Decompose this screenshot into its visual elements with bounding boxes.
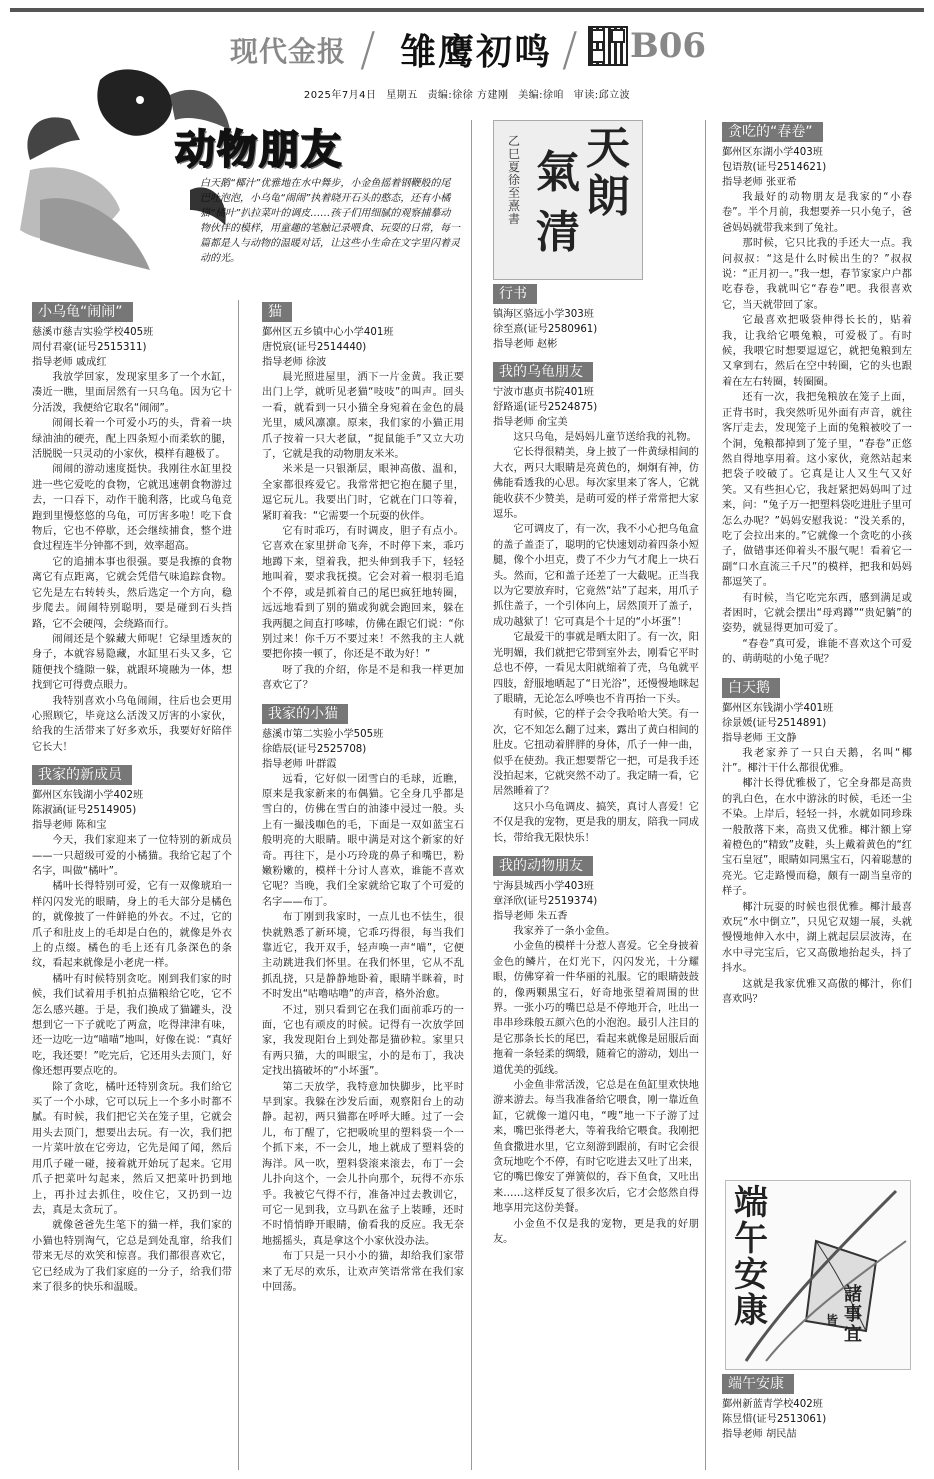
- paragraph: 小金鱼非常活泼，它总是在鱼缸里欢快地游来游去。每当我准备给它喂食，刚一靠近鱼缸，它就像一道闪电，“嗖”地一下子游了过来，嘴巴张得老大，等着我给它喂食。我刚把鱼食撒进水里，它立刻游到跟前，有时它会很贪玩地吃个不停，有时它吃进去又吐了出来，它的嘴巴像安了弹簧似的，吞下鱼食，又吐出来……这样反复了很多次后，它才会悠然自得地享用完这份美餐。: [493, 1080, 699, 1215]
- teacher: 指导老师 胡民喆: [722, 1429, 797, 1440]
- paragraph: 第二天放学，我特意加快脚步，比平时早到家。我躲在沙发后面，观察阳台上的动静。起初，两只猫都在呼呼大睡。过了一会儿，布丁醒了，它把吸吮里的塑料袋一个一个抓下来，不一会儿，地上就成了塑料袋的海洋。风一吹，塑料袋滚来滚去，布丁一会儿扑向这个，一会儿扑向那个，玩得不亦乐乎。我被它气得不行，准备冲过去教训它，可它一见到我，立马趴在盆子上装睡，还时不时悄悄睁开眼睛，偷看我的反应。我无奈地摇摇头，真是拿这个小家伙没办法。: [262, 1081, 464, 1247]
- author: 舒路遥(证号2524875): [493, 402, 598, 413]
- article-title: 我的乌龟朋友: [493, 362, 593, 382]
- byline: [493, 879, 699, 924]
- paragraph: 橘叶有时候特别贪吃。刚到我们家的时候，我们试着用手机拍点猫粮给它吃，它不怎么感兴趣。于是，我们换成了猫罐头，没想到它一下子就吃了两盒，吃得津津有味，还一边吃一边“喵喵”地叫，好像在说：“真好吃，我还要！”吃完后，它还用头去顶门，好像还想再要点吃的。: [32, 973, 232, 1078]
- school: 鄞州新蓝青学校402班: [722, 1399, 823, 1410]
- paragraph: 我家养了一条小金鱼。: [513, 925, 616, 937]
- author: 陈昱惜(证号2513061): [722, 1414, 827, 1425]
- paragraph: 它长得很精美，身上披了一件黄绿相间的大衣，两只大眼睛是亮黄色的，炯炯有神，仿佛能看透我的心思。每次家里来了客人，它就能收获不少赞美，是萌可爱的样子常常把大家逗乐。: [493, 447, 699, 521]
- editor-credit: 责编:徐徐 方建刚: [427, 90, 509, 101]
- dragon-boat-painting: [725, 1180, 911, 1370]
- paragraph: 椰汁长得优雅极了，它全身都是高贵的乳白色，在水中游泳的时候，毛还一尘不染。上岸后，轻轻一抖，水就如同珍珠一般散落下来，高贵又优雅。椰汁额上穿着橙色的“精致”皮鞋，头上戴着黄色的“红宝石皇冠”，眼睛如同黑宝石，闪着聪慧的亮光。它走路慢而稳，颇有一副当皇帝的样子。: [722, 778, 912, 898]
- painting-side-text: 諸事宜: [844, 1284, 862, 1345]
- school: 慈溪市慈吉实验学校405班: [32, 327, 154, 338]
- painting-title: 端午安康: [734, 1183, 768, 1331]
- calligraphy-char: 天: [586, 123, 630, 174]
- byline: [262, 727, 464, 772]
- school: 镇海区骆远小学303班: [493, 309, 594, 320]
- paragraph: 有时候，当它吃完东西，感到满足或者困时，它就会摆出“母鸡蹲”“贵妃躺”的姿势，就显得更加可爱了。: [722, 592, 912, 635]
- paragraph: 小金鱼不仅是我的宠物，更是我的好朋友。: [493, 1218, 699, 1246]
- paragraph: 闹闹的游动速度挺快。我刚往水缸里投进一些它爱吃的食物，它就迅速朝食物游过去，一口吞下，动作干脆利落，比或乌龟竞跑到里慢悠悠的乌龟，可厉害多啦！吃下食物后，它也不停歇，还会继续捕食，整个进食过程连半分钟都不到，效率超高。: [32, 464, 232, 553]
- article-title: 我家的新成员: [32, 765, 132, 785]
- column-3: [493, 282, 699, 1248]
- issue-weekday: 星期五: [386, 90, 418, 101]
- teacher: 指导老师 俞宝美: [493, 417, 568, 428]
- paragraph: 这只乌龟，是妈妈儿童节送给我的礼物。: [513, 432, 697, 443]
- issue-date: 2025年7月4日: [303, 90, 377, 101]
- byline: [493, 307, 699, 352]
- column-divider: [705, 120, 706, 1470]
- painting-small-text: 皆: [826, 1313, 839, 1327]
- calligraphy-char: 朗: [586, 171, 630, 222]
- author: 章泽欣(证号2519374): [493, 895, 598, 907]
- author: 唐悦宸(证号2514440): [262, 342, 367, 353]
- byline: [32, 325, 232, 370]
- paragraph: 除了贪吃，橘叶还特别贪玩。我们给它买了一个小球，它可以玩上一个多小时都不腻。有时候，我们把它关在笼子里，它就会用头去顶门，想要出去玩。有一次，我们把一片菜叶放在它旁边，它先是闻了闻，然后用爪子碰一碰，接着就开始玩了起来。它用爪子把菜叶勾起来，然后又把菜叶扔到地上，再扑过去抓住，咬住它，又扔到一边去，真是太贪玩了。: [32, 1081, 232, 1216]
- slash-divider: /: [360, 22, 376, 76]
- paragraph: 还有一次，我把兔粮放在笼子上面，正背书时，我突然听见外面有声音，就往客厅走去，发现笼子上面的兔粮被咬了一个洞，兔粮都掉到了笼子里，“春卷”正悠然自得地享用着。这小家伙，竟然站起来把袋子咬破了。它真是让人又生气又好笑。又有些担心它，我赶紧把妈妈叫了过来，问：“兔子万一把塑料袋吃进肚子里可怎么办呢？”妈妈安慰我说：“没关系的，吃了会拉出来的。”它就像一个贪吃的小孩子，做错事还仰着头不服气呢！看着它一副“口水直流三千尺”的模样，把我和妈妈都逗笑了。: [722, 392, 912, 589]
- paragraph: 我特别喜欢小乌龟闹闹，往后也会更用心照顾它，毕竟这么活泼又厉害的小家伙，给我的生活带来了好多欢乐，我要好好陪伴它长大！: [32, 695, 232, 753]
- byline: [262, 325, 464, 370]
- byline: [722, 1397, 912, 1442]
- column-4: [722, 120, 912, 1008]
- paragraph: 不过，别只看到它在我们面前乖巧的一面，它也有顽皮的时候。记得有一次放学回家，我发现阳台上到处都是猫砂粒。家里只有两只猫，大的叫眼宝，小的是布丁，我决定找出搞破坏的“小坏蛋”。: [262, 1004, 464, 1078]
- byline: [493, 385, 699, 430]
- paragraph: 它的追捕本事也很强。要是我擦的食物离它有点距离，它就会凭借气味追踪食物。它先是左右转转头，然后选定一个方向，稳步爬去。闹闹特别聪明，要是碰到石头挡路，它不会硬闯，会绕路而行。: [32, 556, 232, 630]
- paragraph: 它最爱干的事就是晒太阳了。有一次，阳光明媚，我们就把它带到室外去，刚看它平时总也不停，一看见太阳就缩着了壳，乌龟就平四肢，舒服地晒起了“日光浴”，还慢慢地眯起了眼睛，无论怎么呼唤也不肯再抬一下头。: [493, 632, 699, 705]
- calligraphy-char: 清: [536, 207, 580, 258]
- column-1: [32, 300, 232, 1295]
- byline: [722, 145, 912, 190]
- article-title: 贪吃的“春卷”: [722, 122, 823, 142]
- paragraph: 呀了我的介绍，你是不是和我一样更加喜欢它了？: [262, 664, 464, 692]
- author: 徐至熹(证号2580961): [493, 324, 598, 335]
- author: 包语敖(证号2514621): [722, 162, 827, 173]
- school: 鄞州区五乡镇中心小学401班: [262, 327, 394, 338]
- paragraph: 橘叶长得特别可爱，它有一双像琥珀一样闪闪发光的眼睛，身上的毛大部分是橘色的，就像披了一件鲜艳的外衣。不过，它的爪子和肚皮上的毛却是白色的，就像是外衣上的点缀。橘色的毛上还有几条深色的条纹，看起来就像是小老虎一样。: [32, 881, 232, 970]
- article-title: 行书: [493, 284, 537, 304]
- author: 徐皓辰(证号2525708): [262, 743, 367, 755]
- paragraph: 就像爸爸先生笔下的猫一样，我们家的小猫也特别淘气，它总是到处乱窜，给我们带来无尽的欢笑和惊喜。我们都很喜欢它，它已经成为了我们家庭的一分子，给我们带来了很多的快乐和温暖。: [32, 1220, 232, 1293]
- school: 宁波市惠贞书院401班: [493, 387, 594, 398]
- column-4-bottom: [722, 1372, 912, 1442]
- paragraph: 它可调皮了，有一次，我不小心把乌龟盒的盖子盖歪了，聪明的它快速划动着四条小短腿，像个小坦克，费了不少力气才爬上一块石头。然而，它和盖子还差了一大截呢。正当我以为它要放弃时，它竟然“站”了起来，用爪子抓住盖子，一个引体向上，居然顶开了盖子，成功越狱了！它可真是个十足的“小坏蛋”！: [493, 524, 699, 628]
- author: 周付君豪(证号2515311): [32, 342, 147, 353]
- calligraphy-inscription: 乙巳夏 徐至熹書: [508, 134, 521, 226]
- paragraph: 这只小乌龟调皮、搞笑，真讨人喜爱！它不仅是我的宠物，更是我的朋友，陪我一同成长，带给我无限快乐！: [493, 801, 699, 844]
- paragraph: 闹闹还是个躲藏大师呢！它绿里透灰的身子，本就容易隐藏，水缸里石头又多，它随便找个缝隙一躲，就跟环境融为一体，想找到它可得费点眼力。: [32, 633, 232, 692]
- article-title: 我的动物朋友: [493, 856, 593, 876]
- teacher: 指导老师 王文静: [722, 732, 797, 744]
- calligraphy-char: 氣: [536, 147, 580, 198]
- teacher: 指导老师 陈和宝: [32, 820, 107, 832]
- teacher: 指导老师 戚成红: [32, 357, 107, 368]
- proof-credit: 审读:邱立波: [573, 90, 631, 101]
- paragraph: 有时候，它的样子会令我哈哈大笑。有一次，它不知怎么翻了过来，露出了黄白相间的肚皮。它扭动着胖胖的身体，爪子一伸一曲，似乎在使劲。我正想要帮它一把，可是我手还没拍起来，它就突然不动了。我定睛一看，它居然睡着了？: [493, 709, 699, 798]
- paper-name: 现代金报: [230, 35, 347, 68]
- column-divider: [471, 120, 472, 1470]
- teacher: 指导老师 朱五香: [493, 910, 568, 922]
- byline: [722, 701, 912, 746]
- art-credit: 美编:徐咱: [518, 90, 565, 101]
- masthead: [220, 22, 707, 82]
- paragraph: 它最喜欢把吸袋伸得长长的，贴着我，让我给它喂兔粮，可爱极了。有时候，我喂它时想要逗逗它，就把兔粮到左又拿到右，然后在空中转圈，它的头也跟着在左右转圈，转圈圈。: [722, 315, 912, 388]
- top-rule: [10, 8, 924, 12]
- paragraph: 布丁刚到我家时，一点儿也不怯生，很快就熟悉了新环境，它乖巧得很，每当我们靠近它，我开双手，轻声唤一声“喵”，它便主动跳进我们怀里。在我们怀里，它从不乱抓乱挠，只是静静地卧着，眼睛半眯着，时不时发出“咕噜咕噜”的声音，格外治愈。: [262, 912, 464, 1001]
- school: 鄞州区东湖小学403班: [722, 147, 823, 158]
- column-2: [262, 300, 464, 1295]
- author: 陈淑涵(证号2514905): [32, 805, 137, 817]
- qr-code-icon[interactable]: [588, 26, 628, 66]
- article-title: 我家的小猫: [262, 704, 348, 724]
- paragraph: 布丁只是一只小小的猫，却给我们家带来了无尽的欢乐，让欢声笑语常常在我们家中回荡。: [262, 1251, 464, 1293]
- calligraphy-artwork: [493, 120, 643, 280]
- feature-title: 动物朋友: [175, 126, 343, 173]
- page-number: B06: [630, 26, 707, 66]
- teacher: 指导老师 张亚希: [722, 177, 797, 188]
- author: 徐景媛(证号2514891): [722, 717, 827, 729]
- article-title: 猫: [262, 302, 292, 322]
- byline: [32, 788, 232, 833]
- paragraph: 米米是一只银渐层，眼神高傲、温和，全家都很疼爱它。我常常把它抱在腿子里，逗它玩儿。我要出门时，它就在门口等着，紧盯着我：“它需要一个玩耍的伙伴。: [262, 464, 464, 522]
- paragraph: 我老家养了一只白天鹅，名叫“椰汁”。椰汁干什么都很优雅。: [722, 747, 912, 774]
- paragraph: 小金鱼的模样十分惹人喜爱。它全身披着金色的鳞片，在灯光下，闪闪发光，十分耀眼，仿佛穿着一件华丽的礼服。它的眼睛鼓鼓的，像两颗黑宝石，好奇地张望着周围的世界。一张小巧的嘴巴总是不停地开合，吐出一串串珍珠般五颜六色的小泡泡。最引人注目的是它那条长长的尾巴，看起来就像是屈服后面拖着一条轻柔的绸缎，随着它的游动，划出一道优美的弧线。: [493, 941, 699, 1076]
- school: 鄞州区东钱湖小学401班: [722, 702, 834, 714]
- school: 宁海县城西小学403班: [493, 880, 594, 892]
- teacher: 指导老师 叶群霞: [262, 758, 337, 770]
- paragraph: 它有时乖巧，有时调皮，胆子有点小。它喜欢在家里拼命飞奔，不时停下来，乖巧地蹲下来，望着我，把头伸到我手下，轻轻地叫着，要求我抚摸。它会对着一根羽毛追个不停，或是抓着自己的尾巴疯狂地转圈，远远地看到了别的猫或狗就会跑回来，躲在我两腿之间直打哆嗦，仿佛在跟它们说：“你别过来！你千万不要过来！不然我的主人就要把你揍一顿了，你还是不敢为好！”: [262, 526, 464, 661]
- paragraph: “春卷”真可爱，谁能不喜欢这个可爱的、萌萌哒的小兔子呢？: [722, 638, 912, 666]
- slash-divider: /: [562, 22, 578, 76]
- column-divider: [238, 300, 239, 1470]
- paragraph: 闹闹长着一个可爱小巧的头，背着一块绿油油的硬壳，配上四条短小而柔软的腿，活脱脱一只灵动的小家伙，模样有趣极了。: [32, 418, 232, 461]
- article-title: 端午安康: [722, 1374, 794, 1394]
- teacher: 指导老师 徐波: [262, 357, 327, 368]
- article-title: 小乌龟“闹闹”: [32, 302, 133, 322]
- paragraph: 我放学回家，发现家里多了一个水缸，凑近一瞧，里面居然有一只乌龟。因为它十分活泼，我便给它取名“闹闹”。: [32, 372, 232, 414]
- paragraph: 晨光照进屋里，洒下一片金黄。我正要出门上学，就听见老猫“吱吱”的叫声。回头一看，就看到一只小猫全身宛着在金色的晨光里，威风凛凛。原来，我们家的小猫正用爪子按着一只大老鼠，“捉鼠能手”又立大功了，它就是我的动物朋友米米。: [262, 372, 464, 461]
- paragraph: 椰汁玩耍的时候也很优雅。椰汁最喜欢玩“水中倒立”，只见它双翅一展，头就慢慢地伸入水中，湖上就起层层波涛，在水中寻完宝后，它又高傲地抬起头，抖了抖水。: [722, 901, 912, 975]
- paragraph: 今天，我们家迎来了一位特别的新成员——一只超级可爱的小橘猫。我给它起了个名字，叫做“橘叶”。: [32, 835, 232, 877]
- paragraph: 这就是我家优雅又高傲的椰汁，你们喜欢吗？: [722, 978, 912, 1006]
- teacher: 指导老师 赵彬: [493, 339, 558, 350]
- article-title: 白天鹅: [722, 678, 780, 698]
- paragraph: 我最好的动物朋友是我家的“小春卷”。半个月前，我想要养一只小兔子，爸爸妈妈就带我来到了兔社。: [722, 192, 912, 234]
- section-name: 雏鹰初鸣: [400, 31, 553, 73]
- school: 慈溪市第二实验小学505班: [262, 728, 384, 740]
- feature-intro: 白天鹅“椰汁”优雅地在水中舞步，小金鱼摇着钢鞭般的尾巴吐泡泡，小乌龟“闹闹”执着晓开石头的憨态，还有小橘猫“橘叶”扒拉菜叶的调皮……孩子们用细腻的观察捕摹动物伙伴的模样，用童趣的笔触记录喂食、玩耍的日常，每一篇都是人与动物的温暖对话，让这些小生命在文字里闪着灵动的光。: [200, 178, 460, 264]
- school: 鄞州区东钱湖小学402班: [32, 790, 144, 802]
- paragraph: 那时候，它只比我的手还大一点。我问叔叔：“这是什么时候出生的？”叔叔说：“正月初一。”我一想，春节家家户户都吃春卷，我就叫它“春卷”吧。我很喜欢它，当天就带回了家。: [722, 238, 912, 311]
- paragraph: 远看，它好似一团雪白的毛球，近瞧，原来是我家新来的布偶猫。它全身几乎都是雪白的，仿佛在雪白的油漆中浸过一般。头上有一撮浅咖色的毛，下面是一双如蓝宝石般明亮的大眼睛。眼中满是对这个新家的好奇。再往下，是小巧玲珑的鼻子和嘴巴，粉嫩粉嫩的，模样十分讨人喜欢，谁能不喜欢它呢？当晚，我们全家就给它取了个可爱的名字——布丁。: [262, 773, 464, 908]
